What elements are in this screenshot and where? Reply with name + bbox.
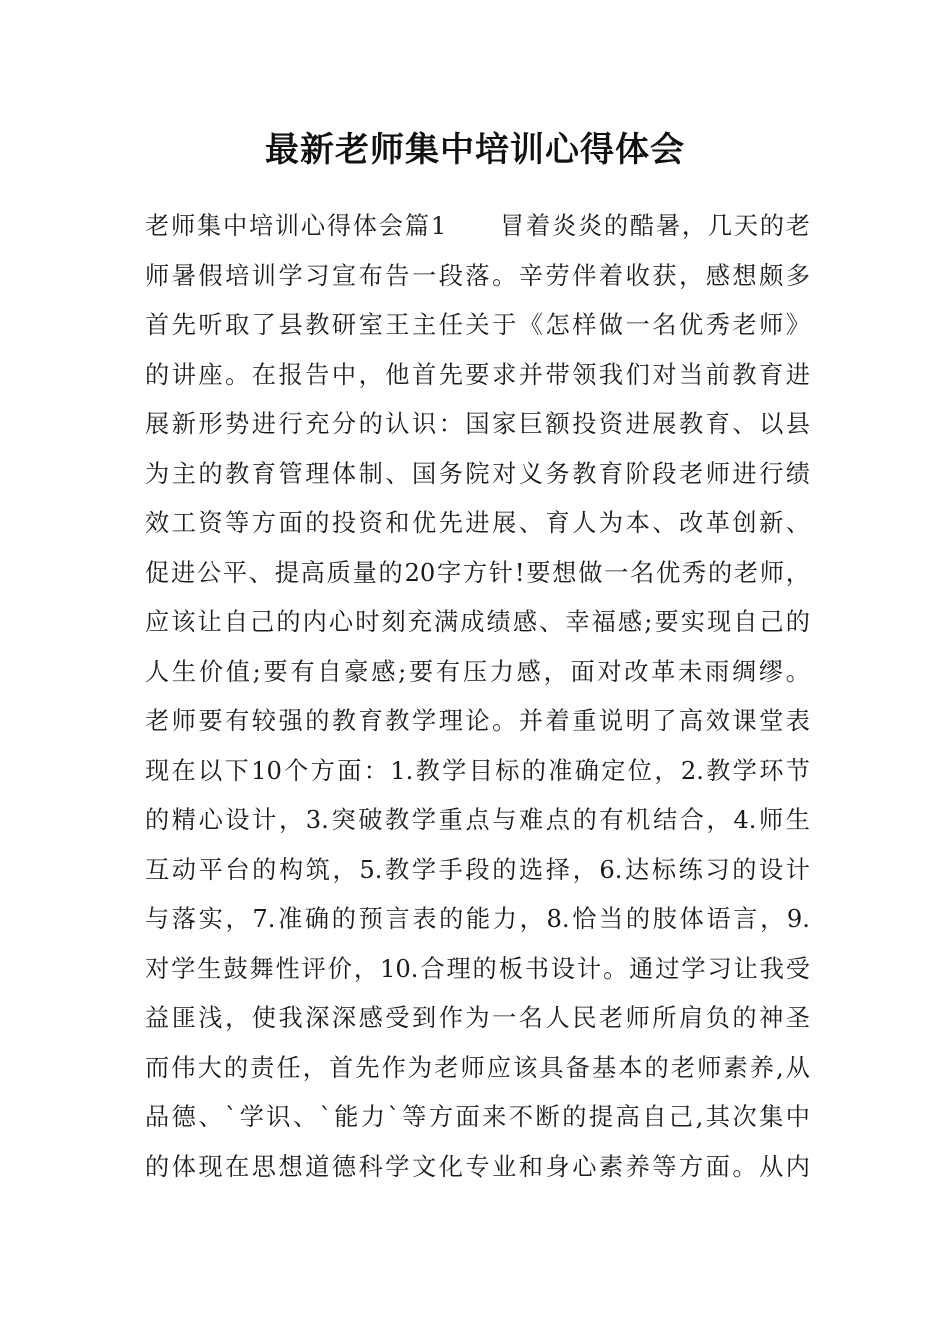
text-line: 的体现在思想道德科学文化专业和身心素养等方面。从内 (145, 1152, 810, 1181)
text-line: 的讲座。在报告中，他首先要求并带领我们对当前教育进 (145, 360, 810, 389)
text-line: 老师集中培训心得体会篇1 冒着炎炎的酷暑，几天的老 (145, 212, 810, 240)
document-title: 最新老师集中培训心得体会 (265, 130, 685, 170)
text-line: 的精心设计，3.突破教学重点与难点的有机结合，4.师生 (145, 806, 810, 834)
text-line: 益匪浅，使我深深感受到作为一名人民老师所肩负的神圣 (145, 1004, 810, 1032)
text-line: 品德、`学识、`能力`等方面来不断的提高自己,其次集中 (145, 1103, 810, 1131)
text-line: 应该让自己的内心时刻充满成绩感、幸福感;要实现自己的 (145, 608, 810, 636)
text-line: 促进公平、提高质量的20字方针!要想做一名优秀的老师， (145, 558, 810, 587)
text-line: 现在以下10个方面：1.教学目标的准确定位，2.教学环节 (145, 756, 810, 785)
text-line: 首先听取了县教研室王主任关于《怎样做一名优秀老师》 (145, 311, 810, 339)
text-line: 为主的教育管理体制、国务院对义务教育阶段老师进行绩 (145, 459, 810, 488)
text-line: 老师要有较强的教育教学理论。并着重说明了高效课堂表 (145, 707, 810, 735)
text-line: 与落实，7.准确的预言表的能力，8.恰当的肢体语言，9. (145, 905, 810, 933)
text-line: 展新形势进行充分的认识：国家巨额投资进展教育、以县 (145, 410, 810, 438)
text-line: 人生价值;要有自豪感;要有压力感，面对改革未雨绸缪。 (145, 657, 810, 686)
text-line: 效工资等方面的投资和优先进展、育人为本、改革创新、 (145, 509, 810, 537)
text-line: 对学生鼓舞性评价，10.合理的板书设计。通过学习让我受 (145, 954, 810, 983)
text-line: 师暑假培训学习宣布告一段落。辛劳伴着收获，感想颇多 (145, 261, 810, 290)
document-body (145, 202, 810, 1192)
text-line: 而伟大的责任，首先作为老师应该具备基本的老师素养,从 (145, 1053, 810, 1082)
text-line: 互动平台的构筑，5.教学手段的选择，6.达标练习的设计 (145, 855, 810, 884)
